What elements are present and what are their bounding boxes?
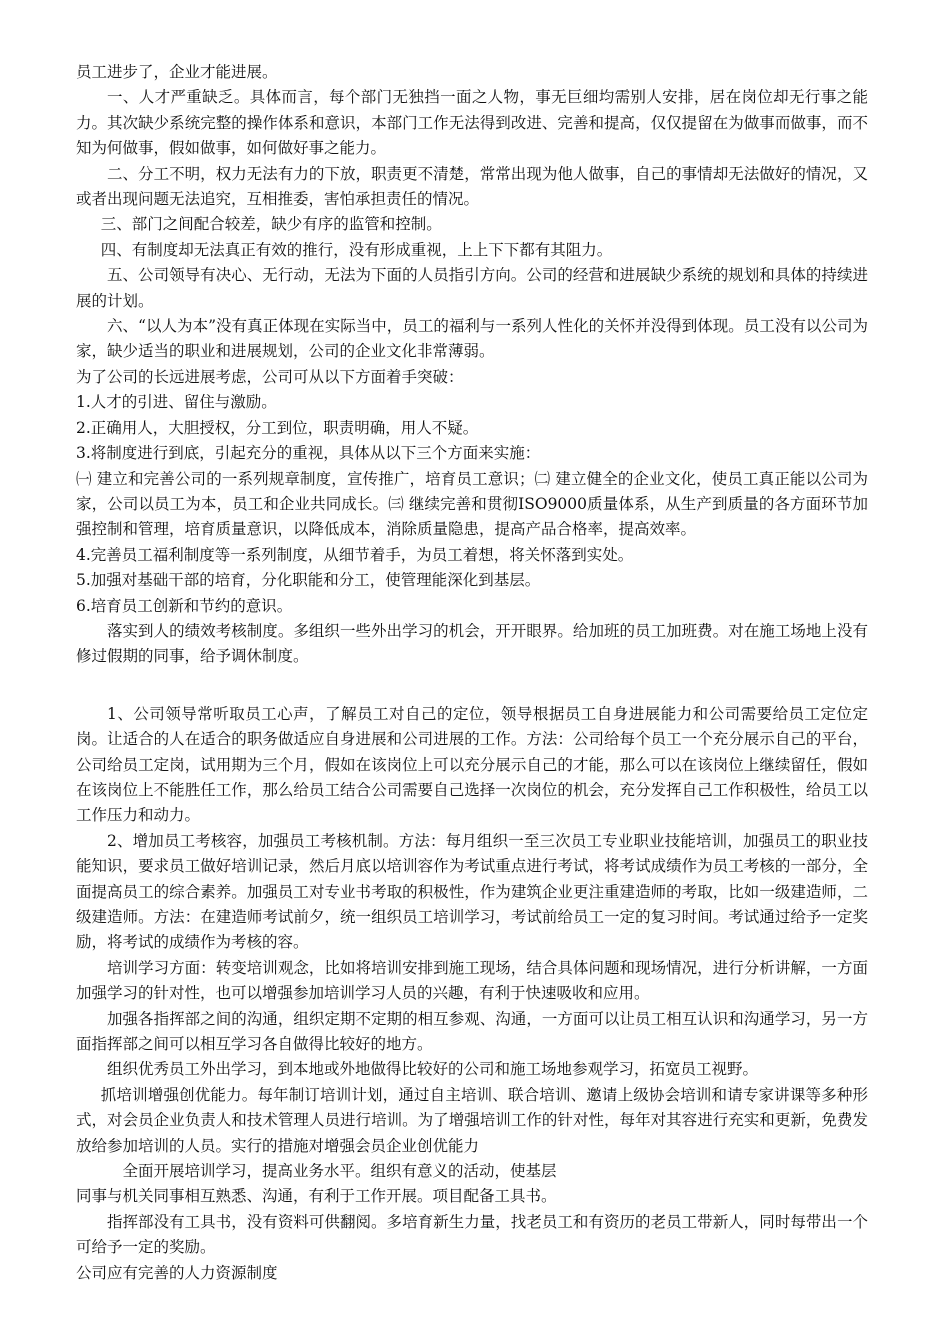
list-item: 2.正确用人，大胆授权，分工到位，职责明确，用人不疑。	[76, 418, 479, 437]
paragraph: 培训学习方面：转变培训观念，比如将培训安排到施工现场，结合具体问题和现场情况，进行分析讲解，一方面加强学习的针对性，也可以增强参加培训学习人员的兴趣，有利于快速吸收和应用。	[76, 958, 868, 1003]
paragraph: ㈠ 建立和完善公司的一系列规章制度，宣传推广，培育员工意识；㈡ 建立健全的企业文化，使员工真正能以公司为家，公司以员工为本，员工和企业共同成长。㈢ 继续完善和贯彻ISO9000质量体系，从生产到质量的各方面环节加强控制和管理，培育质量意识，以降低成本，消除质量隐患，提高产品合格率，提高效率。	[76, 469, 868, 539]
paragraph: 为了公司的长远进展考虑，公司可从以下方面着手突破：	[76, 367, 464, 386]
paragraph: 指挥部没有工具书，没有资料可供翻阅。多培育新生力量，找老员工和有资历的老员工带新人，同时每带出一个可给予一定的奖励。	[76, 1212, 868, 1257]
paragraph: 五、公司领导有决心、无行动，无法为下面的人员指引方向。公司的经营和进展缺少系统的规划和具体的持续进展的计划。	[76, 266, 868, 310]
paragraph: 加强各指挥部之间的沟通，组织定期不定期的相互参观、沟通，一方面可以让员工相互认识和沟通学习，另一方面指挥部之间可以相互学习各自做得比较好的地方。	[76, 1009, 868, 1054]
list-item: 1.人才的引进、留住与激励。	[76, 393, 277, 412]
blank-gap	[76, 670, 868, 702]
paragraph: 二、分工不明，权力无法有力的下放，职责更不清楚，常常出现为他人做事，自己的事情却无法做好的情况，又或者出现问题无法追究，互相推委，害怕承担责任的情况。	[76, 164, 868, 209]
paragraph: 1、公司领导常听取员工心声，了解员工对自己的定位，领导根据员工自身进展能力和公司需要给员工定位定岗。让适合的人在适合的职务做适应自身进展和公司进展的工作。方法：公司给每个员工一个充分展示自己的平台，公司给员工定岗，试用期为三个月，假如在该岗位上可以充分展示自己的才能，那么可以在该岗位上继续留任，假如在该岗位上不能胜任工作，那么给员工结合公司需要自己选择一次岗位的机会，充分发挥自己工作积极性，给员工以工作压力和动力。	[76, 704, 868, 825]
paragraph: 员工进步了，企业才能进展。	[76, 63, 278, 81]
paragraph: 全面开展培训学习，提高业务水平。组织有意义的活动，使基层	[122, 1162, 557, 1181]
paragraph: 抓培训增强创优能力。每年制订培训计划，通过自主培训、联合培训、邀请上级协会培训和请专家讲课等多种形式，对会员企业负责人和技术管理人员进行培训。为了增强培训工作的针对性，每年对其容进行充实和更新，免费发放给参加培训的人员。实行的措施对增强会员企业创优能力	[76, 1085, 868, 1155]
paragraph: 公司应有完善的人力资源制度	[76, 1263, 278, 1282]
document-page	[76, 60, 868, 1286]
paragraph: 组织优秀员工外出学习，到本地或外地做得比较好的公司和施工场地参观学习，拓宽员工视野。	[107, 1060, 759, 1079]
paragraph: 一、人才严重缺乏。具体而言，每个部门无独挡一面之人物，事无巨细均需别人安排，居在岗位却无行事之能力。其次缺少系统完整的操作体系和意识，本部门工作无法得到改进、完善和提高，仅仅提留在为做事而做事，而不知为何做事，假如做事，如何做好事之能力。	[76, 88, 868, 158]
paragraph: 2、增加员工考核容，加强员工考核机制。方法：每月组织一至三次员工专业职业技能培训，加强员工的职业技能知识，要求员工做好培训记录，然后月底以培训容作为考试重点进行考试，将考试成绩作为员工考核的一部分，全面提高员工的综合素养。加强员工对专业书考取的积极性，作为建筑企业更注重建造师的考取，比如一级建造师，二级建造师。方法：在建造师考试前夕，统一组织员工培训学习，考试前给员工一定的复习时间。考试通过给予一定奖励，将考试的成绩作为考核的容。	[76, 831, 868, 952]
paragraph: 三、部门之间配合较差，缺少有序的监管和控制。	[100, 215, 442, 234]
paragraph: 四、有制度却无法真正有效的推行，没有形成重视，上上下下都有其阻力。	[100, 240, 613, 259]
paragraph: 落实到人的绩效考核制度。多组织一些外出学习的机会，开开眼界。给加班的员工加班费。对在施工场地上没有修过假期的同事，给予调休制度。	[76, 621, 868, 666]
list-item: 4.完善员工福利制度等一系列制度，从细节着手，为员工着想，将关怀落到实处。	[76, 545, 634, 564]
list-item: 5.加强对基础干部的培育，分化职能和分工，使管理能深化到基层。	[76, 571, 541, 590]
paragraph: 同事与机关同事相互熟悉、沟通，有利于工作开展。项目配备工具书。	[76, 1187, 557, 1206]
paragraph: 六、“以人为本”没有真正体现在实际当中，员工的福利与一系列人性化的关怀并没得到体现。员工没有以公司为家，缺少适当的职业和进展规划，公司的企业文化非常薄弱。	[76, 317, 868, 361]
list-item: 6.培育员工创新和节约的意识。	[76, 596, 293, 615]
list-item: 3.将制度进行到底，引起充分的重视，具体从以下三个方面来实施：	[76, 444, 541, 463]
